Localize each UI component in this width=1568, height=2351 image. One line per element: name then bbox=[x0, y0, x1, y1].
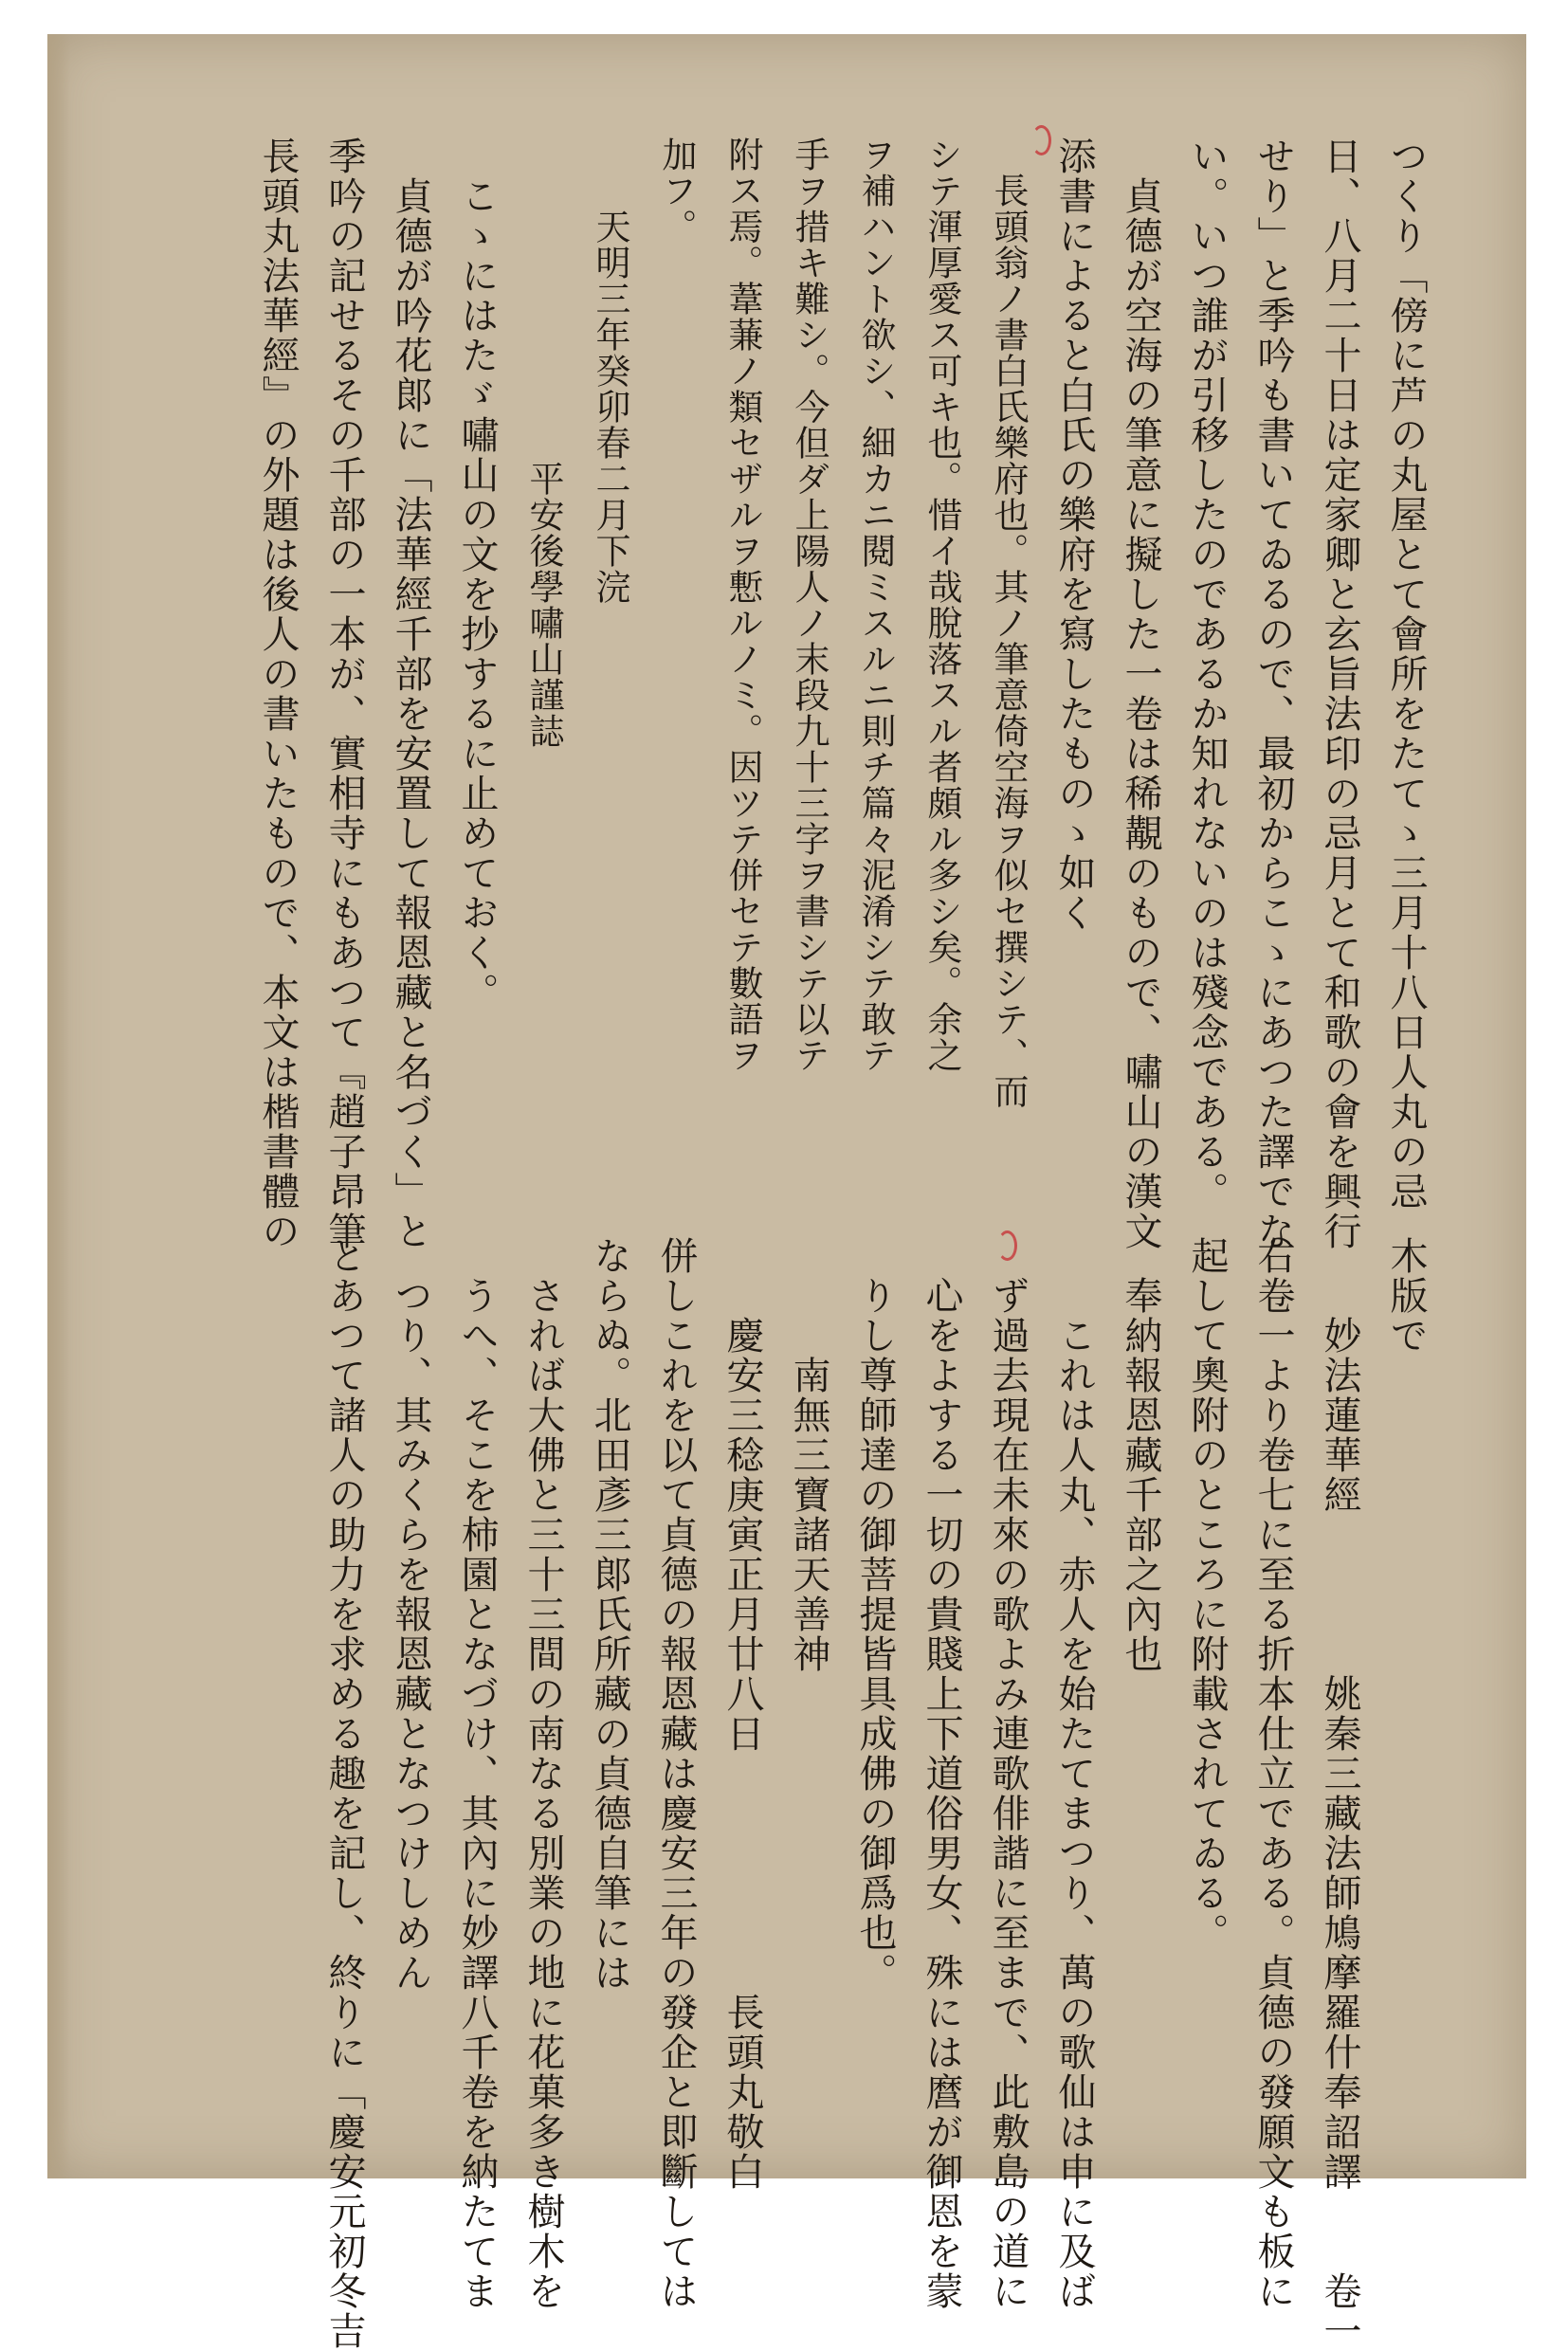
quoted-text-column: うへ、そこを柿園となづけ、其內に妙譯八千卷を納たてま bbox=[455, 1236, 499, 2311]
quoted-colophon-column: ず過去現在未來の歌よみ連歌俳諧に至まで、此敷島の道に bbox=[986, 1236, 1030, 2311]
quoted-colophon-column: 奉納報恩藏千部之內也 bbox=[1119, 1236, 1162, 1674]
quoted-kanbun-column: ヲ補ハント欲シ、細カニ閱ミスルニ則チ篇々泥淆シテ敢テ bbox=[855, 137, 896, 1073]
quoted-kanbun-column: 手ヲ措キ難シ。今但ダ上陽人ノ末段九十三字ヲ書シテ以テ bbox=[789, 137, 830, 1073]
page-edge-shadow bbox=[47, 34, 70, 2178]
quoted-colophon-column: 南無三寶諸天善神 bbox=[787, 1236, 830, 1674]
quoted-colophon-column: これは人丸、赤人を始たてまつり、萬の歌仙は申に及ば bbox=[1052, 1236, 1096, 2311]
text-column: 右卷一より卷七に至る折本仕立である。貞德の發願文も板に bbox=[1251, 1236, 1295, 2311]
quoted-colophon-column: りし尊師達の御菩提皆具成佛の御爲也。 bbox=[853, 1236, 897, 1993]
date-line: 天明三年癸卯春二月下浣 bbox=[590, 137, 630, 605]
text-column: 長頭丸法華經』の外題は後人の書いたもので、本文は楷書體の bbox=[256, 137, 300, 1251]
text-column: ならぬ。北田彥三郞氏所藏の貞德自筆には bbox=[588, 1236, 631, 1993]
text-column: 貞德が空海の筆意に擬した一卷は稀覯のもので、嘯山の漢文 bbox=[1119, 137, 1162, 1251]
text-column: 併しこれを以て貞德の報恩藏は慶安三年の發企と即斷しては bbox=[654, 1236, 698, 2311]
signature-line: 平安後學嘯山謹誌 bbox=[523, 137, 564, 749]
text-column: 起して奧附のところに附載されてゐる。 bbox=[1185, 1236, 1229, 1953]
quoted-text-column: されば大佛と三十三間の南なる別業の地に花菓多き樹木を bbox=[521, 1236, 565, 2311]
quoted-colophon-column: 心をよする一切の貴賤上下道俗男女、殊には麿が御恩を蒙 bbox=[920, 1236, 963, 2311]
text-column: 日、八月二十日は定家卿と玄旨法印の忌月とて和歌の會を興行 bbox=[1318, 137, 1361, 1251]
text-column: い。いつ誰が引移したのであるか知れないのは殘念である。 bbox=[1185, 137, 1229, 1212]
date-signature-line: 慶安三稔庚寅正月廿八日 長頭丸敬白 bbox=[720, 1236, 764, 2192]
lower-text-block bbox=[311, 1236, 1439, 2351]
quoted-kanbun-column: シテ渾厚愛ス可キ也。惜イ哉脫落スル者頗ル多シ矣。余之 bbox=[921, 137, 962, 1073]
quoted-kanbun-column: 附ス焉。葦蒹ノ類セザルヲ慙ルノミ。因ツテ併セテ數語ヲ bbox=[722, 137, 763, 1073]
quoted-kanbun-column: 加フ。 bbox=[656, 137, 697, 245]
text-column: とあつて諸人の助力を求める趣を記し、終りに「慶安元初冬吉 bbox=[322, 1236, 366, 2351]
text-column: 木版で bbox=[1384, 1236, 1428, 1356]
text-column: こゝにはたゞ嘯山の文を抄するに止めておく。 bbox=[455, 137, 499, 1012]
quoted-kanbun-column: 長頭翁ノ書白氏樂府也。其ノ筆意倚空海ヲ似セ撰シテ、而 bbox=[988, 137, 1029, 1109]
quoted-text-column: つり、其みくらを報恩藏となつけしめん bbox=[389, 1236, 432, 1993]
sutra-title-line: 妙法蓮華經 姚秦三藏法師鳩摩羅什奉詔譯 卷一 bbox=[1318, 1236, 1361, 2351]
text-column: 季吟の記せるその千部の一本が、實相寺にもあつて『趙子昂筆 bbox=[322, 137, 366, 1251]
text-column: つくり「傍に芦の丸屋とて會所をたてゝ三月十八日人丸の忌 bbox=[1384, 137, 1428, 1212]
upper-text-block bbox=[245, 137, 1439, 1251]
text-column: せり」と季吟も書いてゐるので、最初からこゝにあつた譯でな bbox=[1251, 137, 1295, 1251]
text-column: 貞德が吟花郞に「法華經千部を安置して報恩藏と名づく」と bbox=[389, 137, 432, 1251]
book-page bbox=[47, 34, 1526, 2351]
text-column: 添書によると白氏の樂府を寫したものゝ如く bbox=[1052, 137, 1096, 933]
